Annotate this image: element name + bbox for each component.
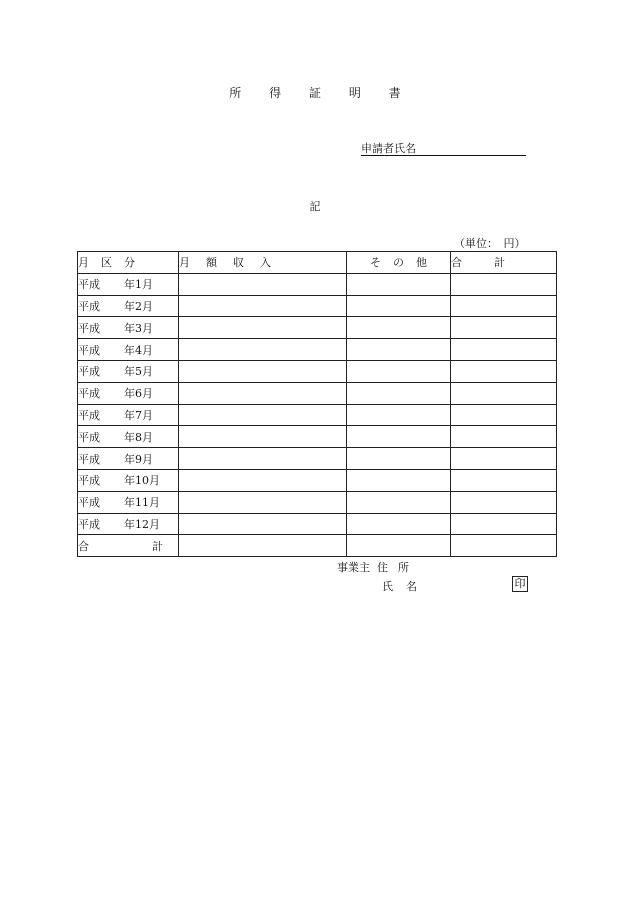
table-row bbox=[78, 339, 557, 361]
unit-label: （単位： 円） bbox=[454, 237, 526, 250]
month-label-cell bbox=[78, 513, 179, 535]
header-total bbox=[451, 252, 557, 274]
total-monthly-income-cell[interactable] bbox=[179, 535, 347, 557]
title-char: 明 bbox=[348, 86, 361, 100]
table-row bbox=[78, 295, 557, 317]
other-cell[interactable] bbox=[347, 317, 451, 339]
other-cell[interactable] bbox=[347, 404, 451, 426]
name-label-char: 氏 bbox=[382, 580, 393, 593]
header-char: 収 bbox=[233, 256, 244, 270]
name-label-char: 名 bbox=[406, 580, 417, 593]
row-total-cell[interactable] bbox=[451, 295, 557, 317]
month-label: 年10月 bbox=[124, 474, 160, 488]
header-char: そ bbox=[370, 256, 381, 270]
row-total-cell[interactable] bbox=[451, 382, 557, 404]
monthly-income-cell[interactable] bbox=[179, 273, 347, 295]
table-header-row bbox=[78, 252, 557, 274]
row-total-cell[interactable] bbox=[451, 426, 557, 448]
other-cell[interactable] bbox=[347, 339, 451, 361]
month-label-cell bbox=[78, 339, 179, 361]
monthly-income-cell[interactable] bbox=[179, 295, 347, 317]
employer-address-line bbox=[337, 559, 409, 575]
month-label: 年2月 bbox=[124, 299, 153, 313]
month-label-cell bbox=[78, 360, 179, 382]
monthly-income-cell[interactable] bbox=[179, 491, 347, 513]
table-row bbox=[78, 469, 557, 491]
row-total-cell[interactable] bbox=[451, 469, 557, 491]
total-label-char: 合 bbox=[78, 539, 89, 553]
row-total-cell[interactable] bbox=[451, 273, 557, 295]
ki-heading: 記 bbox=[309, 200, 321, 213]
address-label-char: 所 bbox=[398, 561, 409, 574]
row-total-cell[interactable] bbox=[451, 448, 557, 470]
title-char: 所 bbox=[229, 86, 242, 100]
other-cell[interactable] bbox=[347, 469, 451, 491]
table-row bbox=[78, 426, 557, 448]
title-char: 証 bbox=[308, 86, 321, 100]
header-monthly-income bbox=[179, 252, 347, 274]
title-char: 得 bbox=[269, 86, 282, 100]
other-cell[interactable] bbox=[347, 426, 451, 448]
monthly-income-cell[interactable] bbox=[179, 426, 347, 448]
month-label: 年7月 bbox=[124, 408, 153, 422]
header-char: 区 bbox=[101, 256, 112, 270]
row-total-cell[interactable] bbox=[451, 513, 557, 535]
other-cell[interactable] bbox=[347, 448, 451, 470]
document-title bbox=[0, 84, 630, 101]
employer-name-line bbox=[382, 578, 417, 594]
other-cell[interactable] bbox=[347, 295, 451, 317]
table-row bbox=[78, 273, 557, 295]
month-label: 年9月 bbox=[124, 452, 153, 466]
other-cell[interactable] bbox=[347, 513, 451, 535]
header-char: 他 bbox=[416, 256, 427, 270]
other-cell[interactable] bbox=[347, 273, 451, 295]
era-label: 平成 bbox=[78, 299, 100, 313]
row-total-cell[interactable] bbox=[451, 491, 557, 513]
total-row bbox=[78, 535, 557, 557]
monthly-income-cell[interactable] bbox=[179, 339, 347, 361]
header-month-category bbox=[78, 252, 179, 274]
row-total-cell[interactable] bbox=[451, 339, 557, 361]
month-label: 年11月 bbox=[124, 496, 160, 510]
month-label: 年5月 bbox=[124, 365, 153, 379]
month-label: 年4月 bbox=[124, 343, 153, 357]
month-label-cell bbox=[78, 469, 179, 491]
month-label: 年3月 bbox=[124, 321, 153, 335]
applicant-name-label: 申請者氏名 bbox=[361, 142, 416, 155]
monthly-income-cell[interactable] bbox=[179, 469, 347, 491]
address-label-char: 住 bbox=[377, 561, 388, 574]
header-char: 入 bbox=[260, 256, 271, 270]
table-row bbox=[78, 448, 557, 470]
monthly-income-cell[interactable] bbox=[179, 360, 347, 382]
row-total-cell[interactable] bbox=[451, 360, 557, 382]
era-label: 平成 bbox=[78, 321, 100, 335]
era-label: 平成 bbox=[78, 452, 100, 466]
month-label-cell bbox=[78, 448, 179, 470]
header-char: の bbox=[393, 256, 404, 270]
month-label: 年12月 bbox=[124, 517, 160, 531]
era-label: 平成 bbox=[78, 387, 100, 401]
header-char: 合 bbox=[451, 256, 462, 270]
monthly-income-cell[interactable] bbox=[179, 513, 347, 535]
other-cell[interactable] bbox=[347, 491, 451, 513]
total-label bbox=[78, 535, 179, 557]
header-char: 分 bbox=[124, 256, 135, 270]
employer-label: 事業主 bbox=[337, 561, 370, 574]
monthly-income-cell[interactable] bbox=[179, 317, 347, 339]
month-label-cell bbox=[78, 426, 179, 448]
month-label-cell bbox=[78, 273, 179, 295]
table-row bbox=[78, 404, 557, 426]
era-label: 平成 bbox=[78, 474, 100, 488]
era-label: 平成 bbox=[78, 343, 100, 357]
header-char: 月 bbox=[78, 256, 89, 270]
era-label: 平成 bbox=[78, 278, 100, 292]
table-row bbox=[78, 491, 557, 513]
era-label: 平成 bbox=[78, 365, 100, 379]
month-label-cell bbox=[78, 491, 179, 513]
monthly-income-cell[interactable] bbox=[179, 404, 347, 426]
header-char: 額 bbox=[206, 256, 217, 270]
era-label: 平成 bbox=[78, 430, 100, 444]
era-label: 平成 bbox=[78, 517, 100, 531]
seal-mark: 印 bbox=[512, 576, 528, 592]
total-label-char: 計 bbox=[152, 539, 163, 553]
table-row bbox=[78, 513, 557, 535]
era-label: 平成 bbox=[78, 496, 100, 510]
row-total-cell[interactable] bbox=[451, 317, 557, 339]
header-char: 月 bbox=[179, 256, 190, 270]
table-row bbox=[78, 382, 557, 404]
month-label-cell bbox=[78, 382, 179, 404]
month-label-cell bbox=[78, 317, 179, 339]
header-char: 計 bbox=[494, 256, 505, 270]
month-label-cell bbox=[78, 404, 179, 426]
month-label: 年6月 bbox=[124, 387, 153, 401]
total-other-cell[interactable] bbox=[347, 535, 451, 557]
month-label: 年8月 bbox=[124, 430, 153, 444]
month-label: 年1月 bbox=[124, 278, 153, 292]
header-other bbox=[347, 252, 451, 274]
monthly-income-cell[interactable] bbox=[179, 382, 347, 404]
income-table bbox=[77, 251, 557, 557]
title-char: 書 bbox=[388, 86, 401, 100]
table-row bbox=[78, 317, 557, 339]
grand-total-cell[interactable] bbox=[451, 535, 557, 557]
applicant-name-field[interactable] bbox=[361, 142, 526, 156]
era-label: 平成 bbox=[78, 408, 100, 422]
table-row bbox=[78, 360, 557, 382]
monthly-income-cell[interactable] bbox=[179, 448, 347, 470]
month-label-cell bbox=[78, 295, 179, 317]
other-cell[interactable] bbox=[347, 360, 451, 382]
row-total-cell[interactable] bbox=[451, 404, 557, 426]
other-cell[interactable] bbox=[347, 382, 451, 404]
